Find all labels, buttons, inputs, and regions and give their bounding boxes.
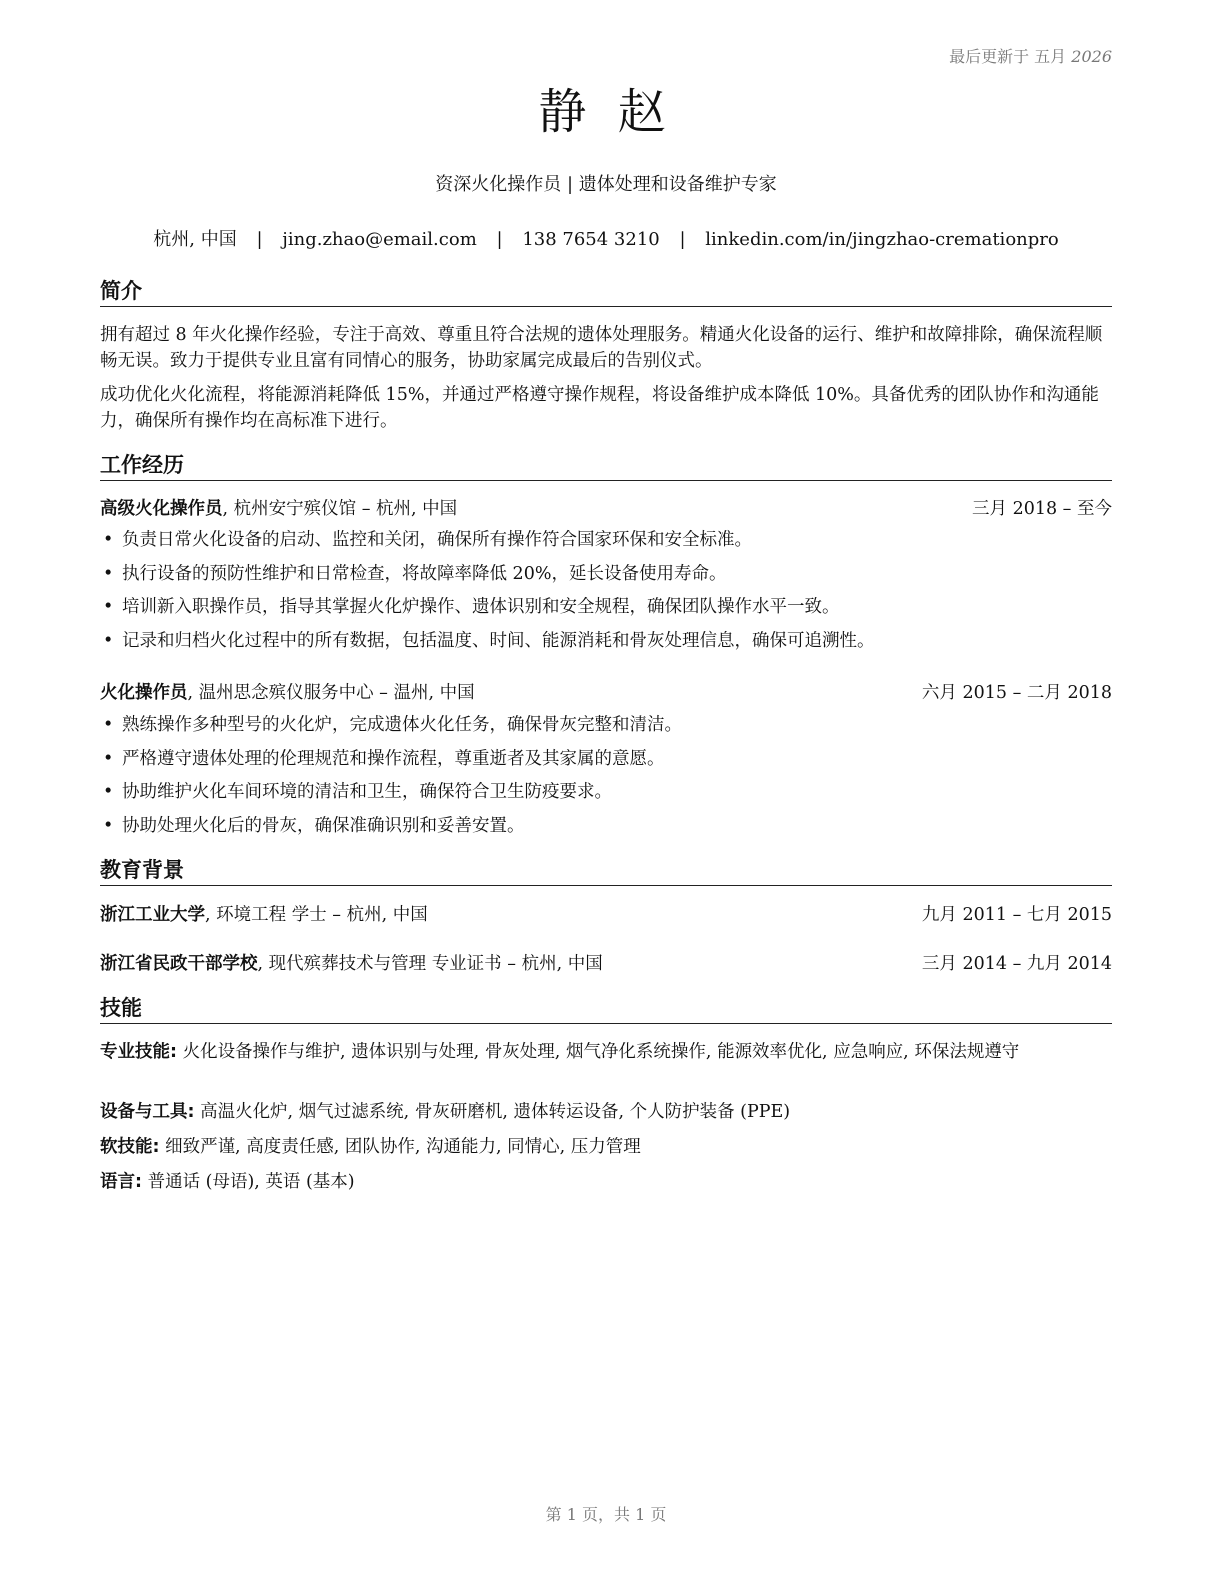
skill-label: 设备与工具:	[100, 1102, 195, 1122]
candidate-headline: 资深火化操作员 | 遗体处理和设备维护专家	[435, 174, 777, 195]
skill-line	[100, 1169, 1112, 1195]
skill-label: 语言:	[100, 1172, 142, 1192]
job-role: 高级火化操作员	[100, 499, 223, 519]
contact-linkedin[interactable]: linkedin.com/in/jingzhao-cremationpro	[705, 229, 1059, 250]
last-updated	[949, 44, 1112, 67]
summary-paragraph: 成功优化火化流程，将能源消耗降低 15%，并通过严格遵守操作规程，将设备维护成本降低 10%。具备优秀的团队协作和沟通能力，确保所有操作均在高标准下进行。	[100, 385, 1099, 431]
bullet-icon: •	[103, 630, 114, 651]
section-title-experience: 工作经历	[100, 452, 1112, 481]
contact-line	[100, 225, 1112, 251]
bullet-icon: •	[103, 748, 114, 769]
education-detail: , 现代殡葬技术与管理 专业证书 – 杭州, 中国	[257, 954, 603, 974]
job-dates: 三月 2018 – 至今	[972, 499, 1112, 519]
bullet-icon: •	[103, 782, 114, 802]
skill-line	[100, 1134, 1112, 1160]
candidate-name: 静 赵	[538, 84, 674, 140]
skill-label: 专业技能:	[100, 1042, 177, 1062]
list-item: • 培训新入职操作员，指导其掌握火化炉操作、遗体识别和安全规程，确保团队操作水平一致。	[100, 594, 1112, 628]
contact-separator: |	[496, 229, 503, 250]
list-item: • 负责日常火化设备的启动、监控和关闭，确保所有操作符合国家环保和安全标准。	[100, 527, 1112, 561]
bullet-icon: •	[103, 563, 114, 584]
contact-phone: 138 7654 3210	[522, 229, 660, 250]
list-item: • 协助维护火化车间环境的清洁和卫生，确保符合卫生防疫要求。	[100, 779, 1112, 813]
contact-email[interactable]: jing.zhao@email.com	[282, 229, 477, 250]
list-item: • 熟练操作多种型号的火化炉，完成遗体火化任务，确保骨灰完整和清洁。	[100, 712, 1112, 746]
skill-value: 普通话 (母语), 英语 (基本)	[142, 1172, 355, 1192]
section-title-education: 教育背景	[100, 857, 1112, 886]
job-role: 火化操作员	[100, 683, 188, 703]
list-item: • 协助处理火化后的骨灰，确保准确识别和妥善安置。	[100, 813, 1112, 847]
skill-line	[100, 1039, 1112, 1065]
skill-value: 火化设备操作与维护, 遗体识别与处理, 骨灰处理, 烟气净化系统操作, 能源效率优化, 应急响应, 环保法规遵守	[177, 1042, 1020, 1062]
job-org: , 温州思念殡仪服务中心 – 温州, 中国	[187, 683, 475, 703]
list-item: • 记录和归档火化过程中的所有数据，包括温度、时间、能源消耗和骨灰处理信息，确保可追溯性。	[100, 628, 1112, 662]
education-school: 浙江工业大学	[100, 905, 205, 925]
contact-separator: |	[256, 229, 263, 250]
last-updated-label: 最后更新于 五月	[949, 47, 1067, 66]
page-number: 第 1 页，共 1 页	[545, 1505, 667, 1524]
education-detail: , 环境工程 学士 – 杭州, 中国	[205, 905, 428, 925]
list-item: • 严格遵守遗体处理的伦理规范和操作流程，尊重逝者及其家属的意愿。	[100, 746, 1112, 780]
job-bullets	[100, 527, 1112, 661]
education-dates: 三月 2014 – 九月 2014	[921, 954, 1112, 974]
bullet-icon: •	[103, 597, 114, 617]
job-org: , 杭州安宁殡仪馆 – 杭州, 中国	[222, 499, 458, 519]
bullet-icon: •	[103, 715, 114, 735]
job-dates: 六月 2015 – 二月 2018	[921, 683, 1112, 703]
summary-paragraph: 拥有超过 8 年火化操作经验，专注于高效、尊重且符合法规的遗体处理服务。精通火化设备的运行、维护和故障排除，确保流程顺畅无误。致力于提供专业且富有同情心的服务，协助家属完成最后的告别仪式。	[100, 325, 1103, 371]
section-title-summary: 简介	[100, 278, 1112, 307]
contact-separator: |	[679, 229, 686, 250]
bullet-icon: •	[103, 530, 114, 550]
list-item: • 执行设备的预防性维护和日常检查，将故障率降低 20%，延长设备使用寿命。	[100, 561, 1112, 595]
education-dates: 九月 2011 – 七月 2015	[921, 905, 1112, 925]
skill-value: 高温火化炉, 烟气过滤系统, 骨灰研磨机, 遗体转运设备, 个人防护装备 (PPE)	[194, 1102, 791, 1122]
skill-line	[100, 1099, 1112, 1125]
last-updated-year: 2026	[1071, 47, 1112, 66]
education-school: 浙江省民政干部学校	[100, 954, 258, 974]
job-bullets	[100, 712, 1112, 846]
contact-location: 杭州, 中国	[153, 229, 237, 250]
resume-page	[100, 0, 1112, 1584]
bullet-icon: •	[103, 815, 114, 836]
skill-label: 软技能:	[100, 1137, 160, 1157]
skill-value: 细致严谨, 高度责任感, 团队协作, 沟通能力, 同情心, 压力管理	[159, 1137, 641, 1157]
section-title-skills: 技能	[100, 995, 1112, 1024]
